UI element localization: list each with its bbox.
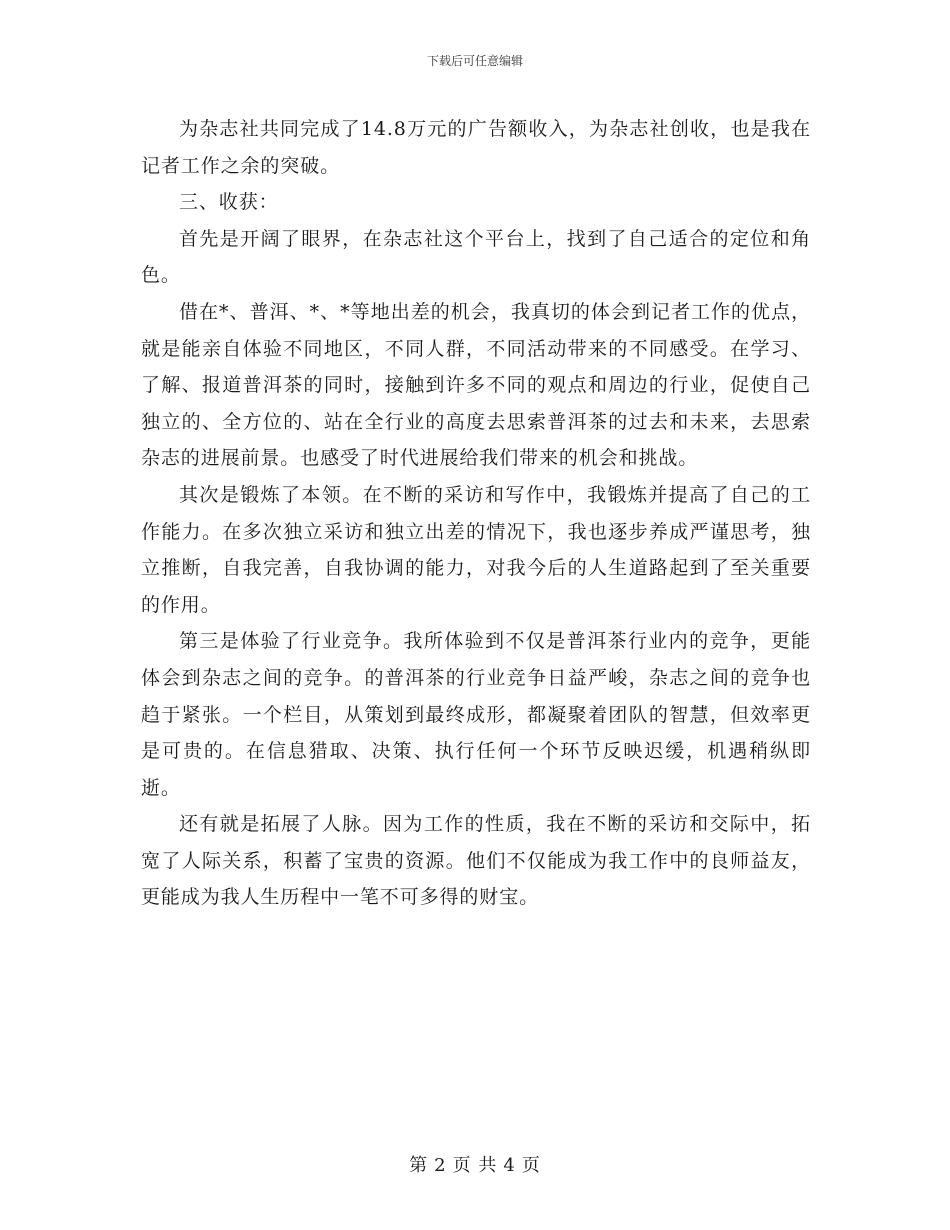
page-header-note: 下载后可任意编辑 (426, 54, 523, 68)
paragraph-broadened-horizons: 首先是开阔了眼界，在杂志社这个平台上，找到了自己适合的定位和角色。 (141, 227, 811, 287)
footer-current-page: 2 (434, 1155, 447, 1176)
paragraph-ad-revenue: 为杂志社共同完成了14.8万元的广告额收入，为杂志社创收，也是我在记者工作之余的突破。 (141, 118, 811, 177)
paragraph-business-trips: 借在*、普洱、*、*等地出差的机会，我真切的体会到记者工作的优点，就是能亲自体验不同地区，不同人群，不同活动带来的不同感受。在学习、了解、报道普洱茶的同时，接触到许多不同的观点和周边的行业，促使自己独立的、全方位的、站在全行业的高度去思索普洱茶的过去和未来，去思索杂志的进展前景。也感受了时代进展给我们带来的机会和挑战。 (141, 300, 811, 470)
document-body (141, 111, 811, 916)
footer-suffix: 页 (521, 1155, 541, 1176)
footer-total-pages: 4 (503, 1155, 516, 1176)
footer-prefix: 第 (409, 1155, 429, 1176)
page-number-footer (0, 1154, 950, 1178)
paragraph-skill-training: 其次是锻炼了本领。在不断的采访和写作中，我锻炼并提高了自己的工作能力。在多次独立采访和独立出差的情况下，我也逐步养成严谨思考，独立推断，自我完善，自我协调的能力，对我今后的人生道路起到了至关重要的作用。 (141, 483, 811, 616)
paragraph-network-expansion: 还有就是拓展了人脉。因为工作的性质，我在不断的采访和交际中，拓宽了人际关系，积蓄了宝贵的资源。他们不仅能成为我工作中的良师益友，更能成为我人生历程中一笔不可多得的财宝。 (141, 813, 811, 909)
paragraph-industry-competition: 第三是体验了行业竞争。我所体验到不仅是普洱茶行业内的竞争，更能体会到杂志之间的竞争。的普洱茶的行业竞争日益严峻，杂志之间的竞争也趋于紧张。一个栏目，从策划到最终成形，都凝聚着团队的智慧，但效率更是可贵的。在信息猎取、决策、执行任何一个环节反映迟缓，机遇稍纵即逝。 (141, 630, 811, 799)
section-heading-harvest: 三、收获： (179, 191, 279, 214)
footer-middle: 页 共 (452, 1155, 498, 1176)
